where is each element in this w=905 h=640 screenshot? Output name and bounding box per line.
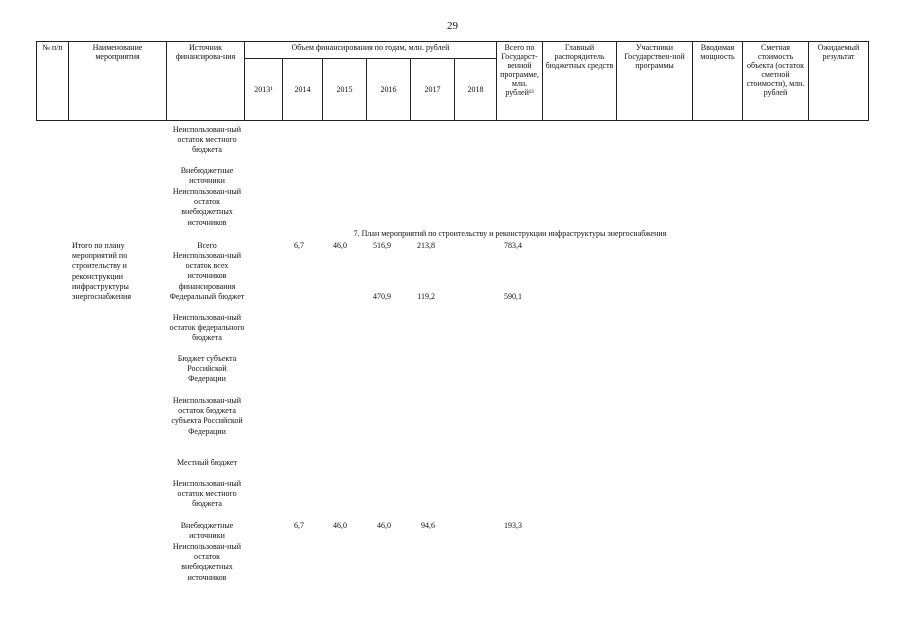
header-year: 2015 (323, 59, 367, 121)
header-source: Источник финансирова-ния (167, 42, 245, 121)
header-volume: Объем финансирования по годам, млн. рублей (245, 42, 497, 59)
value-cell: 46,0 (333, 241, 347, 250)
source-cell: Неиспользован-ный остаток местного бюджета (172, 125, 242, 155)
source-cell: Неиспользован-ный остаток внебюджетных источников (172, 542, 242, 582)
header-result: Ожидаемый результат (809, 42, 869, 121)
header-year: 2018 (455, 59, 497, 121)
value-cell: 94,6 (421, 521, 435, 530)
source-cell: Местный бюджет (177, 458, 237, 467)
source-cell: Неиспользован-ный остаток бюджета субъекта Российской Федерации (171, 396, 243, 436)
header-no: № п/п (37, 42, 69, 121)
header-participants: Участники Государствен-ной программы (617, 42, 693, 121)
header-main: Главный распорядитель бюджетных средств (543, 42, 617, 121)
value-cell: 590,1 (504, 292, 522, 301)
source-cell: Неиспользован-ный остаток всех источников финансирования (172, 251, 242, 291)
source-cell: Неиспользован-ный остаток федерального бюджета (169, 313, 245, 343)
table-header (36, 41, 869, 121)
summary-label: Итого по плану мероприятий по строительству и реконструкции инфраструктуры энергоснабжения (72, 241, 132, 302)
page-number: 29 (447, 20, 458, 32)
source-cell: Неиспользован-ный остаток местного бюджета (172, 479, 242, 509)
value-cell: 213,8 (417, 241, 435, 250)
source-cell: Внебюджетные источники (180, 521, 234, 541)
header-year: 2013¹ (245, 59, 283, 121)
value-cell: 193,3 (504, 521, 522, 530)
header-year: 2016 (367, 59, 411, 121)
source-cell: Неиспользован-ный остаток внебюджетных источников (172, 187, 242, 227)
value-cell: 46,0 (377, 521, 391, 530)
source-cell: Бюджет субъекта Российской Федерации (177, 354, 237, 384)
value-cell: 516,9 (373, 241, 391, 250)
value-cell: 470,9 (373, 292, 391, 301)
header-total: Всего по Государст-венной программе, млн. рублей¹³ (497, 42, 543, 121)
value-cell: 6,7 (294, 241, 304, 250)
value-cell: 46,0 (333, 521, 347, 530)
section-title: 7. План мероприятий по строительству и реконструкции инфраструктуры энергоснабжения (353, 229, 667, 238)
source-cell: Внебюджетные источники (180, 166, 234, 186)
source-cell: Федеральный бюджет (169, 292, 245, 301)
value-cell: 119,2 (417, 292, 435, 301)
header-year: 2017 (411, 59, 455, 121)
source-cell: Всего (197, 241, 217, 250)
header-cost: Сметная стоимость объекта (остаток сметной стоимости), млн. рублей (743, 42, 809, 121)
header-capacity: Вводимая мощность (693, 42, 743, 121)
header-year: 2014 (283, 59, 323, 121)
header-name: Наименование мероприятия (69, 42, 167, 121)
value-cell: 6,7 (294, 521, 304, 530)
value-cell: 783,4 (504, 241, 522, 250)
